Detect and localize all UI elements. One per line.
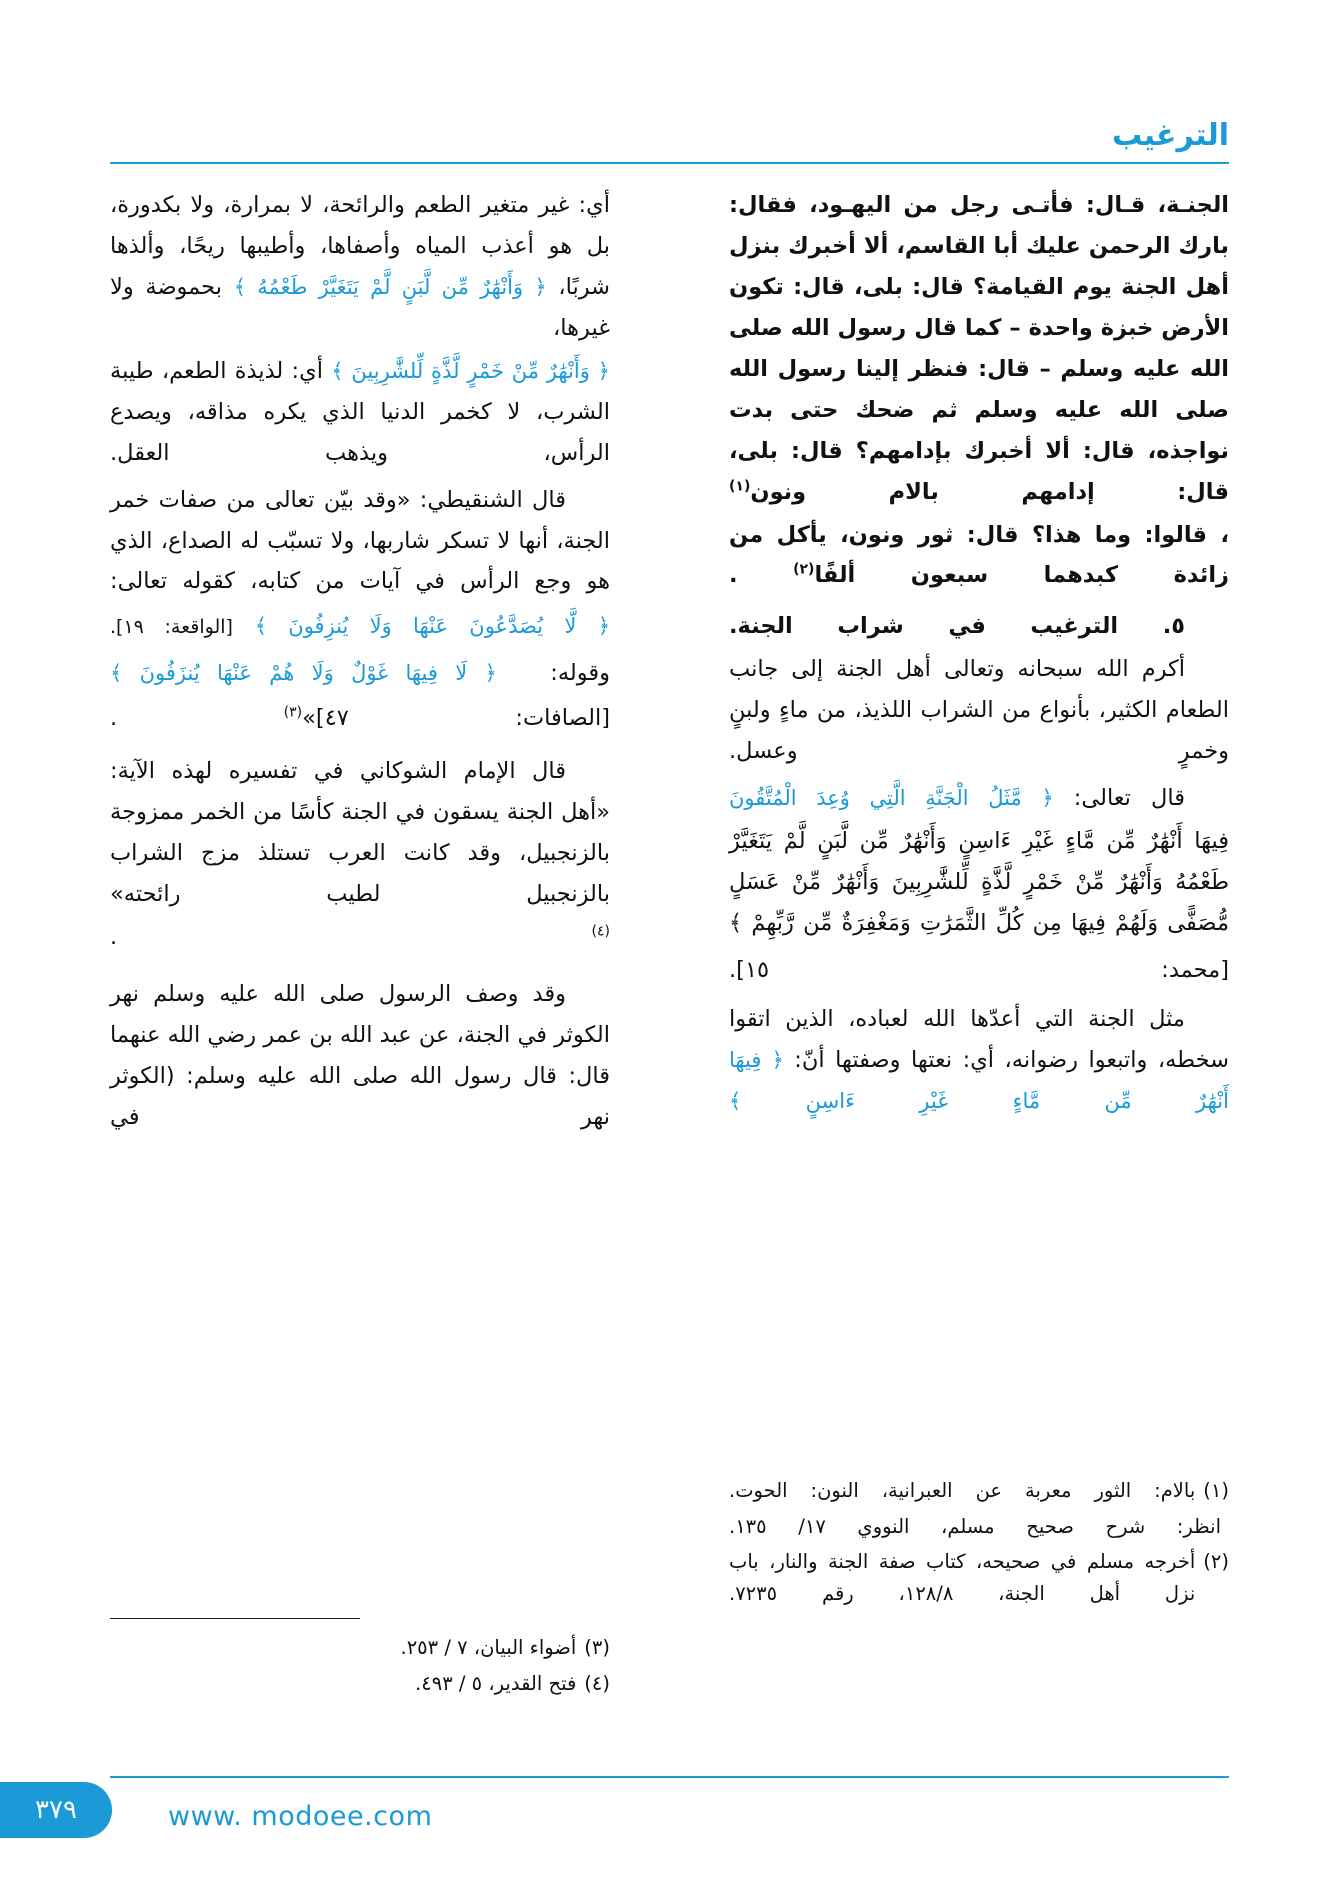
footnote-item bbox=[729, 1475, 1229, 1507]
paragraph: مثل الجنة التي أعدّها الله لعباده، الذين اتقوا سخطه، واتبعوا رضوانه، أي: نعتها وصفتها أنّ: ﴿ فِيهَا أَنْهَٰرٌ مِّن مَّاءٍ غَيْرِ ءَاسِنٍ ﴾ bbox=[729, 1005, 1230, 1113]
verse-source: [الواقعة: ١٩]. bbox=[110, 616, 233, 639]
footnote-item bbox=[110, 1668, 610, 1700]
footnote-marker: (٣) bbox=[283, 704, 303, 721]
footnote-text: أخرجه مسلم في صحيحه، كتاب صفة الجنة والنار، باب نزل أهل الجنة، ١٢٨/٨، رقم ٧٢٣٥. bbox=[729, 1550, 1196, 1605]
footnotes-left bbox=[110, 1632, 610, 1703]
page-number: ٣٧٩ bbox=[0, 1782, 112, 1838]
quran-verse: ﴿ وَأَنْهَٰرٌ مِّنْ خَمْرٍ لَّذَّةٍ لِّلشَّٰرِبِينَ ﴾ bbox=[331, 358, 610, 383]
column-left bbox=[110, 185, 610, 1140]
footnote-text: فتح القدير، ٥ / ٤٩٣. bbox=[415, 1671, 577, 1695]
website-url: www. modoee.com bbox=[168, 1801, 433, 1832]
footnote-number: (١) bbox=[1203, 1479, 1229, 1502]
paragraph: أكرم الله سبحانه وتعالى أهل الجنة إلى جانب الطعام الكثير، بأنواع من الشراب اللذيذ، من ماءٍ ولبنٍ وخمرٍ وعسل. bbox=[729, 656, 1229, 765]
quran-verse-line bbox=[110, 653, 610, 694]
footnote-marker: (٢) bbox=[793, 561, 815, 578]
text-columns bbox=[110, 185, 1229, 1615]
page-header bbox=[110, 118, 1229, 160]
quran-verse: ﴿ لَا فِيهَا غَوْلٌ وَلَا هُمْ عَنْهَا يُنزَفُونَ ﴾ bbox=[110, 661, 497, 686]
verse-intro: وقوله: bbox=[550, 660, 610, 687]
footer-divider bbox=[110, 1776, 1229, 1778]
paragraph: أي: غير متغير الطعم والرائحة، لا بمرارة، ولا بكدورة، بل هو أعذب المياه وأصفاها، وأطيبها ريحًا، وألذها شربًا، ﴿ وَأَنْهَٰرٌ مِّن لَّبَنٍ لَّمْ يَتَغَيَّرْ طَعْمُهُ ﴾ بحموضة ولا غيرها، bbox=[110, 192, 611, 341]
header-title: الترغيب bbox=[1112, 118, 1229, 153]
footnote-text: بالام: الثور معربة عن العبرانية، النون: الحوت. bbox=[729, 1479, 1196, 1502]
footnote-text: أضواء البيان، ٧ / ٢٥٣. bbox=[400, 1636, 577, 1659]
footnote-marker: (١) bbox=[729, 478, 751, 495]
footnote-item bbox=[110, 1632, 610, 1664]
footnote-marker: (٤) bbox=[591, 923, 610, 940]
quran-verse: ﴿ وَأَنْهَٰرٌ مِّن لَّبَنٍ لَّمْ يَتَغَيَّرْ طَعْمُهُ ﴾ bbox=[233, 274, 547, 299]
section-heading: ٥. الترغيب في شراب الجنة. bbox=[729, 613, 1185, 640]
quran-verse: ﴿ مَّثَلُ الْجَنَّةِ الَّتِي وُعِدَ الْمُتَّقُونَ bbox=[729, 786, 1054, 811]
paragraph: الجنـة، قـال: فأتـى رجل من اليهـود، فقال: بارك الرحمن عليك أبا القاسم، ألا أخبرك بنزل أهل الجنة يوم القيامة؟ قال: بلى، قال: تكون الأرض خبزة واحدة – كما قال رسول الله صلى الله عليه وسلم – قال: فنظر إلينا رسول الله صلى الله عليه وسلم ثم ضحك حتى بدت نواجذه، قال: ألا أخبرك بإدامهم؟ قال: بلى، قال: إدامهم بالام ونون$^{(١)}$ bbox=[729, 192, 1229, 505]
paragraph: قال تعالى: ﴿ مَّثَلُ الْجَنَّةِ الَّتِي وُعِدَ الْمُتَّقُونَ bbox=[729, 785, 1186, 812]
header-divider bbox=[110, 162, 1229, 164]
paragraph: ﴿ وَأَنْهَٰرٌ مِّنْ خَمْرٍ لَّذَّةٍ لِّلشَّٰرِبِينَ ﴾ أي: لذيذة الطعم، طيبة الشرب، لا كخمر الدنيا الذي يكره مذاقه، ويصدع الرأس، ويذهب العقل. bbox=[110, 357, 610, 466]
footnote-divider bbox=[110, 1618, 360, 1619]
footnotes-right bbox=[729, 1475, 1229, 1613]
footnote-number: (٢) bbox=[1203, 1550, 1229, 1574]
quran-verse: ﴿ لَّا يُصَدَّعُونَ عَنْهَا وَلَا يُنزِفُونَ ﴾ bbox=[254, 614, 610, 639]
paragraph: قال الشنقيطي: «وقد بيّن تعالى من صفات خمر الجنة، أنها لا تسكر شاربها، ولا تسبّب له الصداع، الذي هو وجع الرأس في آيات من كتابه، كقوله تعالى: bbox=[110, 486, 610, 595]
paragraph: ، قالوا: وما هذا؟ قال: ثور ونون، يأكل من زائدة كبدهما سبعون ألفًا$^{(٢)}$ . bbox=[729, 521, 1229, 589]
paragraph: وقد وصف الرسول صلى الله عليه وسلم نهر الكوثر في الجنة، عن عبد الله بن عمر رضي الله عنهما قال: قال رسول الله صلى الله عليه وسلم: (الكوثر نهر في bbox=[110, 980, 610, 1130]
verse-source: [محمد: ١٥]. bbox=[729, 956, 1229, 983]
quran-verse: ﴿ فِيهَا أَنْهَٰرٌ مِّن مَّاءٍ غَيْرِ ءَاسِنٍ ﴾ bbox=[729, 1047, 1229, 1113]
quran-verse-line bbox=[110, 606, 610, 647]
footnote-item bbox=[729, 1546, 1229, 1609]
footnote-number: (٤) bbox=[584, 1671, 610, 1695]
footnote-text: انظر: شرح صحيح مسلم، النووي ١٧/ ١٣٥. bbox=[729, 1514, 1222, 1538]
paragraph: قال الإمام الشوكاني في تفسيره لهذه الآية: «أهل الجنة يسقون في الجنة كأسًا من الخمر ممزوجة بالزنجبيل، وقد كانت العرب تستلذ مزج الشراب بالزنجبيل لطيب رائحته» bbox=[110, 758, 610, 907]
verse-source: [الصافات: ٤٧]»$^{(٣)}$ . bbox=[110, 704, 610, 732]
column-right bbox=[729, 185, 1230, 1605]
footnote-number: (٣) bbox=[584, 1636, 610, 1659]
footnote-item bbox=[729, 1511, 1229, 1543]
quran-verse-block: فِيهَا أَنْهَٰرٌ مِّن مَّاءٍ غَيْرِ ءَاسِنٍ وَأَنْهَٰرٌ مِّن لَّبَنٍ لَّمْ يَتَغَيَّرْ طَعْمُهُ وَأَنْهَٰرٌ مِّنْ خَمْرٍ لَّذَّةٍ لِّلشَّٰرِبِينَ وَأَنْهَٰرٌ مِّنْ عَسَلٍ مُّصَفًّى وَلَهُمْ فِيهَا مِن كُلِّ الثَّمَرَٰتِ وَمَغْفِرَةٌ مِّن رَّبِّهِمْ ﴾ bbox=[729, 828, 1229, 936]
paragraph: $^{(٤)}$ . bbox=[110, 923, 610, 950]
